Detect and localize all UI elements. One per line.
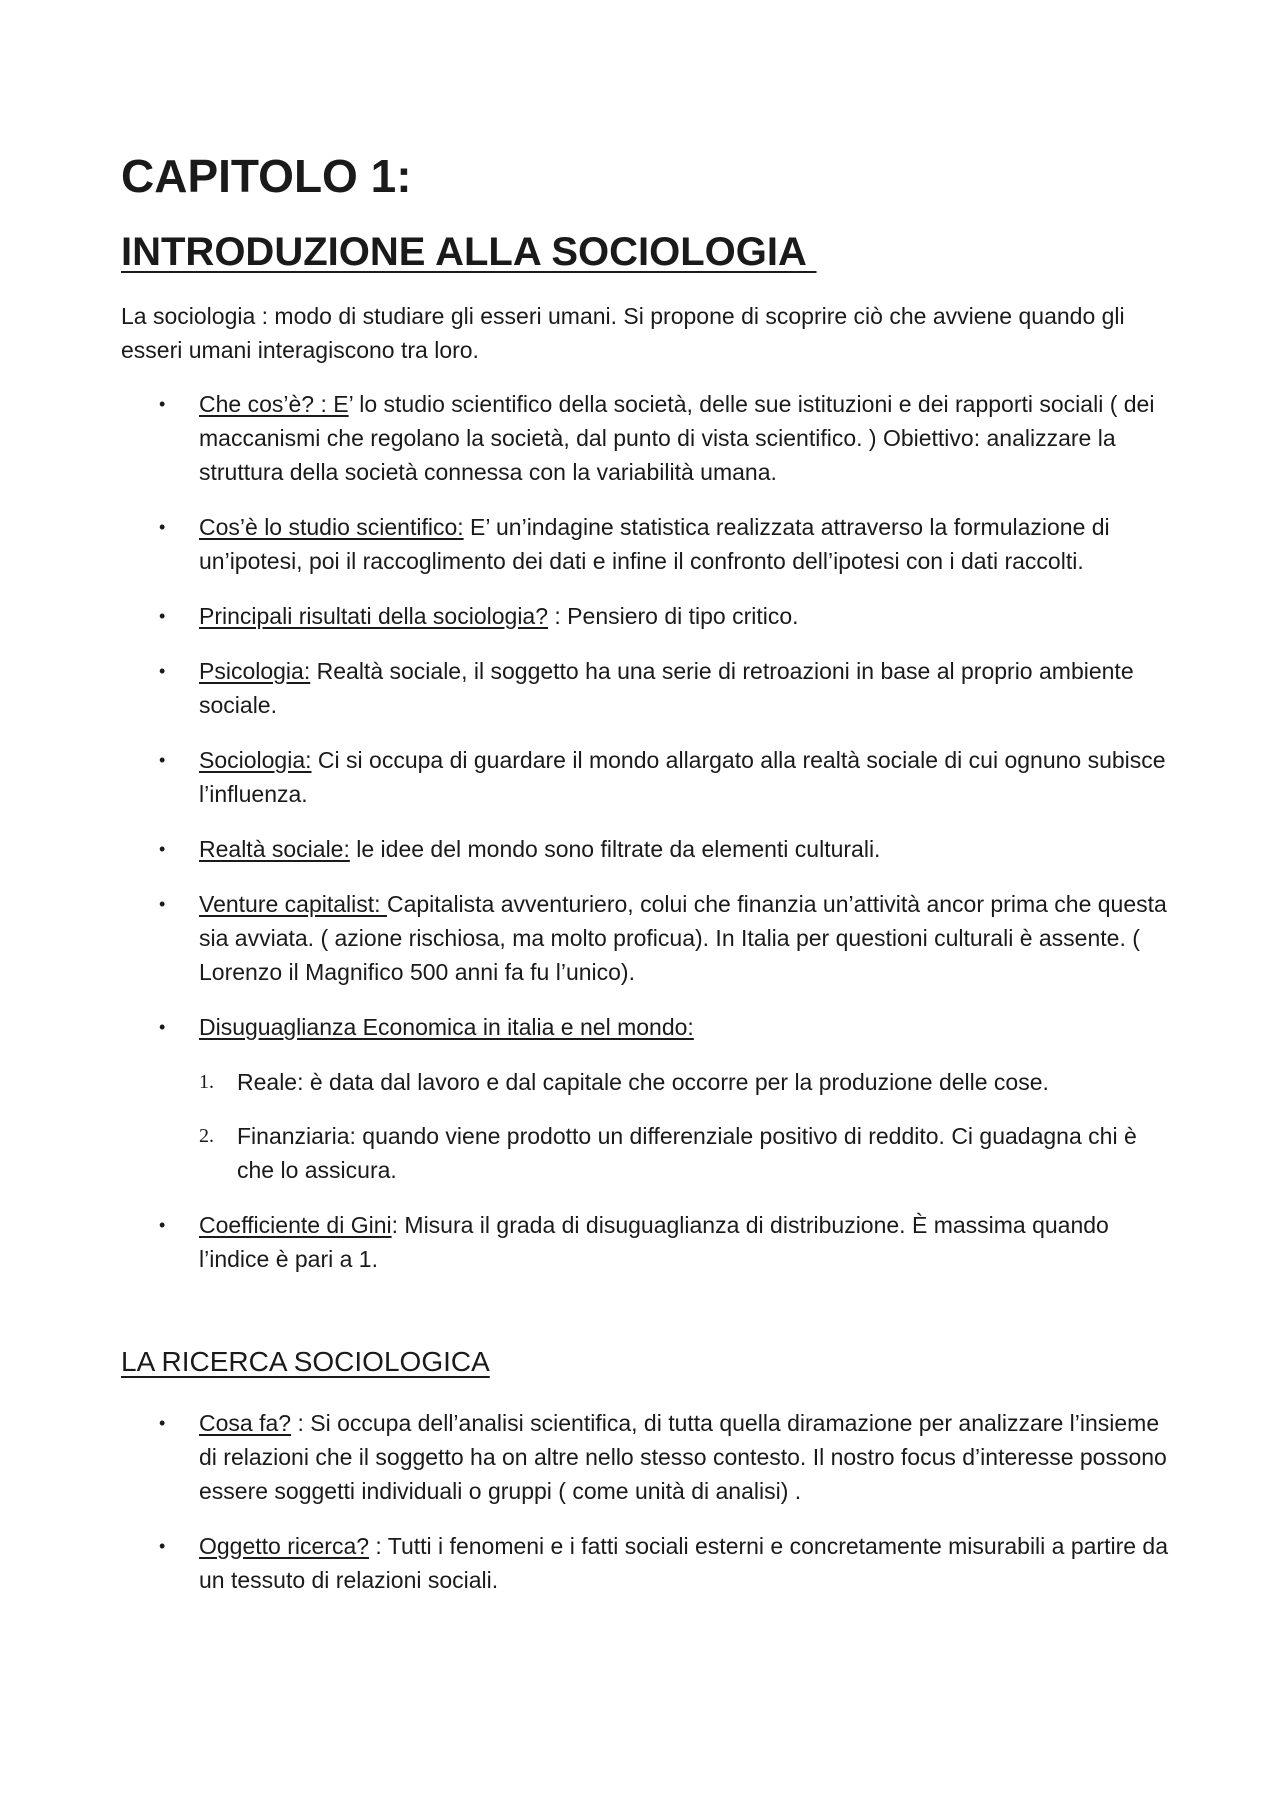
- bullet-icon: •: [159, 839, 166, 859]
- list-item: [121, 887, 1180, 989]
- item-text: : Si occupa dell’analisi scientifica, di tutta quella diramazione per analizzare l’insieme di relazioni che il soggetto ha on altre nello stesso contesto. Il nostro focus d’interesse possono essere soggetti individuali o gruppi ( come unità di analisi) .: [199, 1410, 1167, 1504]
- bullet-icon: •: [159, 394, 166, 414]
- bullet-icon: •: [159, 750, 166, 770]
- research-list: [121, 1406, 1180, 1597]
- list-item: [121, 599, 1180, 633]
- sublist-item: [121, 1119, 1180, 1187]
- item-text: : Tutti i fenomeni e i fatti sociali esterni e concretamente misurabili a partire da un tessuto di relazioni sociali.: [199, 1533, 1169, 1593]
- definitions-list: [121, 387, 1180, 1276]
- item-text: : Misura il grada di disuguaglianza di distribuzione. È massima quando l’indice è pari a 1.: [199, 1212, 1109, 1272]
- bullet-icon: •: [159, 606, 166, 626]
- bullet-icon: •: [159, 1215, 166, 1235]
- list-item: [121, 387, 1180, 489]
- list-item: [121, 743, 1180, 811]
- item-term: Disuguaglianza Economica in italia e nel mondo:: [199, 1014, 694, 1040]
- item-text: Realtà sociale, il soggetto ha una serie di retroazioni in base al proprio ambiente sociale.: [199, 658, 1134, 718]
- sublist-item: [121, 1065, 1180, 1099]
- list-item: [121, 654, 1180, 722]
- list-item: [121, 1406, 1180, 1508]
- sublist-text: Finanziaria: quando viene prodotto un differenziale positivo di reddito. Ci guadagna chi è che lo assicura.: [237, 1123, 1137, 1183]
- list-item: [121, 510, 1180, 578]
- section-heading: LA RICERCA SOCIOLOGICA: [121, 1346, 490, 1377]
- item-term: Cos’è lo studio scientifico:: [199, 514, 464, 540]
- item-term: Venture capitalist:: [199, 891, 387, 917]
- item-term: Psicologia:: [199, 658, 311, 684]
- list-item: [121, 1010, 1180, 1187]
- bullet-icon: •: [159, 1536, 166, 1556]
- item-text: le idee del mondo sono filtrate da elementi culturali.: [349, 836, 881, 862]
- inequality-sublist: [121, 1065, 1180, 1187]
- item-term: Sociologia:: [199, 747, 312, 773]
- item-term: Cosa fa?: [199, 1410, 292, 1436]
- item-term: Che cos’è? : E: [199, 391, 349, 417]
- item-text: Capitalista avventuriero, colui che finanzia un’attività ancor prima che questa sia avviata. ( azione rischiosa, ma molto proficua). In Italia per questioni culturali è assente. ( Lorenzo il Magnifico 500 anni fa fu l’unico).: [199, 891, 1167, 985]
- item-text: E’ un’indagine statistica realizzata attraverso la formulazione di un’ipotesi, poi il raccoglimento dei dati e infine il confronto dell’ipotesi con i dati raccolti.: [199, 514, 1110, 574]
- item-text: ’ lo studio scientifico della società, delle sue istituzioni e dei rapporti sociali ( dei maccanismi che regolano la società, dal punto di vista scientifico. ) Obiettivo: analizzare la struttura della società connessa con la variabilità umana.: [199, 391, 1155, 485]
- list-item: [121, 832, 1180, 866]
- sublist-text: Reale: è data dal lavoro e dal capitale che occorre per la produzione delle cose.: [237, 1069, 1049, 1095]
- sublist-number: 1.: [199, 1071, 214, 1093]
- item-term: Principali risultati della sociologia?: [199, 603, 549, 629]
- sublist-number: 2.: [199, 1125, 214, 1147]
- bullet-icon: •: [159, 1413, 166, 1433]
- intro-paragraph: La sociologia : modo di studiare gli esseri umani. Si propone di scoprire ciò che avviene quando gli esseri umani interagiscono tra loro.: [121, 303, 1125, 363]
- item-term: Coefficiente di Gini: [199, 1212, 392, 1238]
- bullet-icon: •: [159, 894, 166, 914]
- chapter-heading: CAPITOLO 1:: [121, 150, 412, 202]
- bullet-icon: •: [159, 1017, 166, 1037]
- list-item: [121, 1208, 1180, 1276]
- item-text: Ci si occupa di guardare il mondo allargato alla realtà sociale di cui ognuno subisce l’influenza.: [199, 747, 1166, 807]
- bullet-icon: •: [159, 661, 166, 681]
- bullet-icon: •: [159, 517, 166, 537]
- list-item: [121, 1529, 1180, 1597]
- chapter-title: INTRODUZIONE ALLA SOCIOLOGIA: [121, 230, 817, 274]
- item-term: Realtà sociale:: [199, 836, 350, 862]
- item-text: : Pensiero di tipo critico.: [548, 603, 799, 629]
- item-term: Oggetto ricerca?: [199, 1533, 370, 1559]
